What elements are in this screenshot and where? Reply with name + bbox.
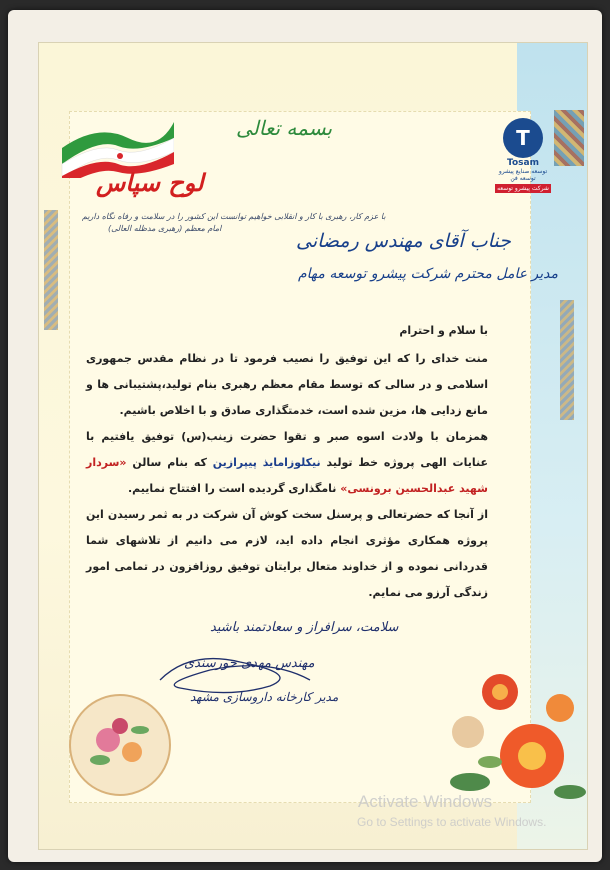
logo-bar-text: شرکت پیشرو توسعه (495, 184, 551, 193)
recipient-title: جناب آقای مهندس رمضانی (296, 230, 511, 252)
letter-greeting: با سلام و احترام (399, 324, 488, 337)
logo-mark-icon: T (503, 118, 543, 158)
activate-windows-title: Activate Windows (358, 792, 493, 811)
letter-paragraph-1: منت خدای را که این توفیق را نصیب فرمود تا در نظام مقدس جمهوری اسلامی و در سالی که توسط مقام معظم رهبری بنام تولید،پشتیبانی ها و مانع زدایی ها، مزین شده است، خدمتگذاری صادق و با اخلاص باشیم. (86, 352, 488, 417)
letter-body (86, 318, 488, 606)
logo-caption: توسعه صنایع پیشرو توسعه فن (498, 168, 548, 182)
letter-paragraph-3: از آنجا که حضرتعالی و پرسنل سخت کوش آن شرکت در به ثمر رسیدن این پروژه همکاری مؤثری انجام داده اید، لازم می دانیم از تلاشهای شما قدردانی نموده و از خداوند متعال برایتان توفیق روزافزون در تمامی امور زندگی آرزو می نمایم. (86, 508, 488, 599)
paragraph-2-part-b: که بنام سالن (126, 456, 213, 469)
closing-line: سلامت، سرافراز و سعادتمند باشید (210, 620, 399, 635)
corner-ornament-top-right (554, 110, 584, 166)
activate-windows-subtitle[interactable]: Go to Settings to activate Windows. (357, 815, 547, 829)
signer-name: مهندس مهدی خورسندی (184, 656, 315, 671)
bismillah-heading: بسمه تعالی (236, 116, 333, 140)
product-name: نیکلوزامایذ پیپرازین (212, 456, 321, 469)
subtitle-quote: با عزم کار، رهبری با کار و انقلابی خواهیم توانست این کشور را در سلامت و رفاه نگاه داریم (82, 212, 386, 221)
hall-name: «سردار شهید عبدالحسین برونسی» (86, 456, 488, 495)
company-logo (495, 118, 551, 198)
flower-decoration-left (60, 690, 180, 800)
paragraph-2-part-c: نامگذاری گردیده است را افتتاح نماییم. (128, 482, 341, 495)
logo-name: Tosam (507, 158, 539, 168)
signer-role: مدیر کارخانه داروسازی مشهد (190, 690, 339, 704)
side-ornament-right (560, 300, 574, 420)
plaque-title: لوح سپاس (96, 168, 204, 197)
side-ornament-left (44, 210, 58, 330)
subtitle-attribution: امام معظم (رهبری مدظله العالی) (108, 224, 222, 233)
recipient-position: مدیر عامل محترم شرکت پیشرو توسعه مهام (298, 266, 559, 282)
paragraph-2-part-a: همزمان با ولادت اسوه صبر و تقوا حضرت زینب(س) توفیق یافتیم با عنایات الهی پروژه خط تولید (86, 430, 488, 469)
letter-paragraph-2 (86, 424, 488, 502)
